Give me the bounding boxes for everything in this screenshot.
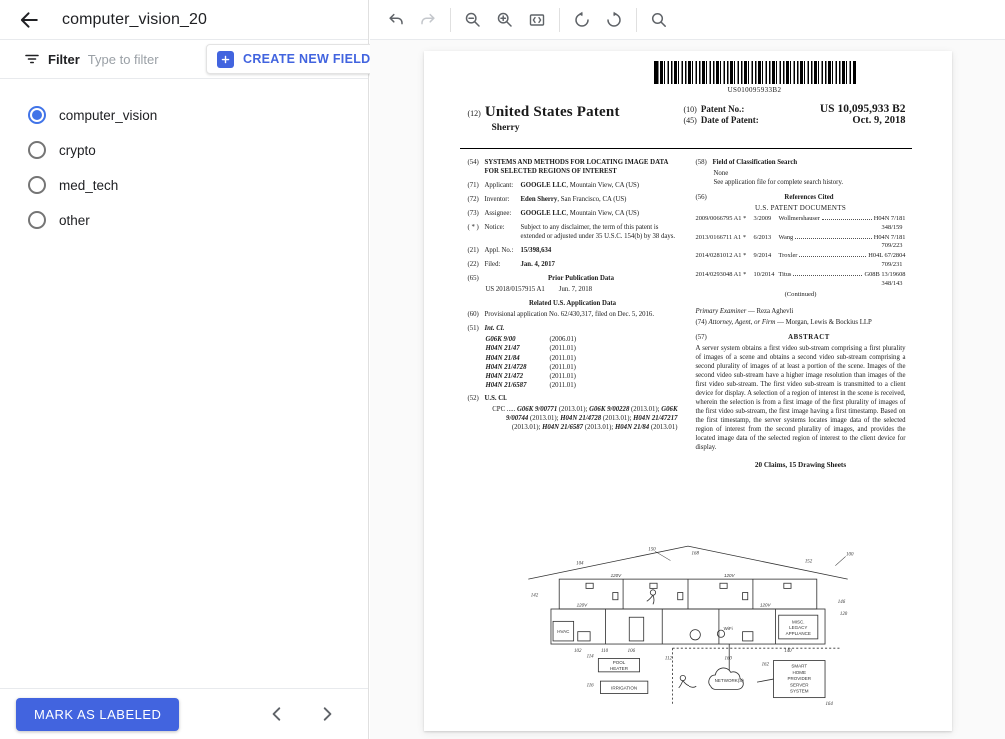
- toolbar-divider: [559, 8, 560, 32]
- chevron-right-icon: [319, 706, 335, 722]
- option-label: med_tech: [59, 177, 119, 193]
- rotate-left-button[interactable]: [568, 6, 596, 34]
- redo-icon: [419, 11, 437, 29]
- us-cl-label: U.S. Cl.: [484, 394, 507, 402]
- label-sidebar: [0, 0, 369, 739]
- previous-item-button[interactable]: [268, 705, 286, 723]
- zoom-in-button[interactable]: [491, 6, 519, 34]
- patent-no-label: Patent No.:: [700, 104, 745, 114]
- option-label: computer_vision: [59, 107, 158, 123]
- us-cl-heading-row: (52) U.S. Cl.: [467, 394, 507, 402]
- zoom-in-icon: [496, 11, 514, 29]
- svg-text:LEGACY: LEGACY: [788, 625, 807, 631]
- prior-pub-value-row: US 2018/0157915 A1 Jun. 7, 2018: [485, 286, 593, 294]
- hvac-label: HVAC: [556, 629, 569, 635]
- int-cl-label: Int. Cl.: [484, 325, 505, 333]
- figure-ref-label: 110: [600, 648, 608, 654]
- svg-text:SERVER: SERVER: [789, 682, 809, 688]
- assignee-row: (73) Assignee: GOOGLE LLC, Mountain View, CA (US): [467, 210, 640, 218]
- filter-bar: [0, 40, 371, 79]
- attorney-line: (74) Attorney, Agent, or Firm — Morgan, Lewis & Bockius LLP: [695, 318, 872, 326]
- radio-option-computer-vision[interactable]: [28, 105, 368, 125]
- back-button[interactable]: [18, 9, 40, 31]
- figure-ref-label: 142: [530, 593, 538, 599]
- patent-figure-block: [424, 541, 952, 711]
- field-search-heading: Field of Classification Search: [712, 159, 798, 166]
- figure-ref-label: 150: [647, 547, 656, 553]
- patent-columns: [468, 158, 906, 471]
- rotate-left-icon: [573, 11, 591, 29]
- voltage-label: 120V: [723, 573, 734, 579]
- search-icon: [650, 11, 668, 29]
- viewer-toolbar: [370, 0, 1005, 40]
- zoom-out-button[interactable]: [459, 6, 487, 34]
- patent-number-block: [684, 103, 906, 133]
- header-rule: [460, 148, 912, 149]
- svg-text:PROVIDER: PROVIDER: [786, 676, 811, 682]
- reference-row: 2014/0293048 A1 * 10/2014 Titus G08B 13/19608: [695, 271, 906, 279]
- rotate-right-icon: [605, 11, 623, 29]
- pager: [268, 705, 352, 723]
- int-cl-heading-row: (51) Int. Cl.: [467, 325, 505, 333]
- references-table: 2009/0066795 A1 * 3/2009 Wollmershauser H04N 7/181 348/159 2013/0166711 A1 * 6/2013 Wang H04N 7/181 709/223 2014/0281012 A1 * 9/2014 Troxler H04L 67/2804 709/231 2014/0293048 A1 * 10/2014 Titus G08B 13/19608 348/143: [695, 215, 906, 287]
- create-new-field-label: CREATE NEW FIELD: [243, 52, 371, 66]
- figure-ref-label: 102: [573, 648, 581, 654]
- irrigation-label: IRRIGATION: [610, 685, 637, 691]
- patent-left-column: [468, 158, 678, 471]
- radio-option-other[interactable]: [28, 210, 368, 230]
- figure-ref-label: 164: [824, 701, 833, 707]
- patent-kind-block: [468, 103, 620, 133]
- redo-button[interactable]: [414, 6, 442, 34]
- patent-date-value: Oct. 9, 2018: [852, 115, 906, 126]
- patent-page: [424, 51, 952, 731]
- figure-ref-label: 100: [845, 552, 853, 558]
- continued-note: (Continued): [784, 291, 817, 299]
- radio-selected-icon[interactable]: [28, 106, 46, 124]
- misc-appliance-label: MISC.: [791, 619, 805, 625]
- option-label: crypto: [59, 142, 96, 158]
- int-cl-table: G06K 9/00 (2006.01) H04N 21/47 (2011.01) H04N 21/84 (2011.01) H04N 21/4728 (2011.01) H04N 21/472 (2011.01) H04N 21/6587 (2011.01): [485, 336, 577, 389]
- inventor-row: (72) Inventor: Eden Sherry, San Francisco, CA (US): [467, 196, 627, 204]
- radio-unselected-icon[interactable]: [28, 141, 46, 159]
- field-search-note: See application file for complete search history.: [713, 179, 844, 187]
- filter-icon: [24, 51, 40, 67]
- figure-ref-label: 120: [839, 612, 847, 618]
- cpc-classification: CPC ..... G06K 9/00771 (2013.01); G06K 9/00228 (2013.01); G06K 9/00744 (2013.01); H04N 21/4728 (2013.01); H04N 21/47217 (2013.01); H04N 21/6587 (2013.01); H04N 21/84 (2013.01): [492, 405, 678, 431]
- voltage-label: 120V: [759, 602, 771, 608]
- filter-label: Filter: [48, 51, 80, 67]
- filter-section: [0, 40, 193, 78]
- svg-text:HOME: HOME: [791, 669, 806, 675]
- patent-date-label: Date of Patent:: [700, 115, 759, 125]
- zoom-out-icon: [464, 11, 482, 29]
- svg-text:HEATER: HEATER: [609, 665, 628, 671]
- patent-no-value: US 10,095,933 B2: [819, 103, 906, 115]
- undo-icon: [387, 11, 405, 29]
- references-heading: References Cited: [784, 194, 834, 202]
- create-new-field-button[interactable]: [206, 44, 381, 74]
- next-item-button[interactable]: [318, 705, 336, 723]
- svg-text:SYSTEM: SYSTEM: [789, 688, 809, 694]
- radio-option-med-tech[interactable]: [28, 175, 368, 195]
- sidebar-header: [0, 0, 368, 40]
- fit-to-width-icon: [528, 11, 546, 29]
- reference-row: 2014/0281012 A1 * 9/2014 Troxler H04L 67/2804: [695, 252, 906, 260]
- patent-header: [468, 103, 906, 133]
- toolbar-divider: [636, 8, 637, 32]
- pool-heater-label: POOL: [612, 660, 625, 666]
- primary-examiner-line: Primary Examiner — Reza Aghevli: [695, 307, 794, 315]
- applicant-row: (71) Applicant: GOOGLE LLC, Mountain View, CA (US): [467, 182, 640, 190]
- related-heading: Related U.S. Application Data: [528, 300, 617, 308]
- abstract-heading-row: (57) ABSTRACT: [696, 333, 906, 342]
- patent-title: SYSTEMS AND METHODS FOR LOCATING IMAGE DATA FOR SELECTED REGIONS OF INTEREST: [484, 159, 669, 176]
- reference-row: 2013/0166711 A1 * 6/2013 Wang H04N 7/181: [695, 233, 906, 241]
- patent-figure-drawing: [518, 541, 858, 711]
- figure-ref-label: 106: [627, 648, 635, 654]
- figure-ref-label: 112: [664, 656, 672, 662]
- inventor-surname: Sherry: [491, 123, 520, 133]
- figure-ref-label: 140: [783, 648, 792, 654]
- abstract-text: A server system obtains a first video sub-stream comprising a first plurality of images of a scene and obtains a second video sub-stream comprising a second plurality of images of at least a portion of the scene. Images of the second video sub-stream have a higher image resolution than images of the first video sub-stream. The first video sub-stream is transmitted to a client device for display. A selection of a region of interest in the scene is received, wherein the selection is from a first image of the first plurality of images of the first video sub-stream, the first image having a first timestamp. Based on the first timestamp, the server systems locates image data of the selected region of interest from the second plurality of images, and provides the located image data of the selected region of interest to the client device for display.: [695, 344, 906, 452]
- document-viewer: [370, 0, 1005, 739]
- figure-ref-label: 146: [837, 599, 845, 605]
- prior-pub-heading: Prior Publication Data: [548, 275, 614, 283]
- kind-code-number: (12): [467, 109, 481, 118]
- us-patent-documents-heading: U.S. PATENT DOCUMENTS: [754, 204, 847, 213]
- appl-no-row: (21) Appl. No.: 15/398,634: [467, 247, 552, 255]
- reference-row: 2009/0066795 A1 * 3/2009 Wollmershauser H04N 7/181: [695, 215, 906, 223]
- figure-ref-label: 116: [586, 683, 594, 689]
- svg-text:APPLIANCE: APPLIANCE: [785, 630, 811, 636]
- toolbar-divider: [450, 8, 451, 32]
- figure-ref-label: 168: [691, 551, 699, 557]
- field-number: (45): [683, 116, 697, 125]
- sidebar-footer: [0, 688, 368, 739]
- server-system-label: SMART: [790, 663, 807, 669]
- figure-ref-label: 162: [761, 662, 769, 668]
- figure-ref-label: 104: [575, 561, 584, 567]
- search-button[interactable]: [645, 6, 673, 34]
- figure-ref-label: 160: [723, 656, 732, 662]
- notice-row: ( * ) Notice: Subject to any disclaimer, the term of this patent is extended or adjusted under 35 U.S.C. 154(b) by 38 days.: [467, 224, 676, 241]
- patent-kind-title: United States Patent: [484, 104, 620, 120]
- barcode-image: [654, 61, 856, 84]
- fit-to-width-button[interactable]: [523, 6, 551, 34]
- mark-as-labeled-button[interactable]: MARK AS LABELED: [16, 698, 179, 731]
- figure-ref-label: 114: [586, 654, 594, 660]
- label-options-list: [0, 79, 368, 230]
- radio-option-crypto[interactable]: [28, 140, 368, 160]
- document-canvas[interactable]: [370, 40, 1005, 739]
- rotate-right-button[interactable]: [600, 6, 628, 34]
- voltage-label: 120V: [576, 602, 587, 608]
- claims-line: 20 Claims, 15 Drawing Sheets: [754, 461, 847, 470]
- barcode-text: US010095933B2: [727, 86, 782, 94]
- undo-button[interactable]: [382, 6, 410, 34]
- figure-ref-label: 152: [804, 559, 812, 565]
- barcode-block: [654, 61, 856, 94]
- related-row: (60) Provisional application No. 62/430,317, filed on Dec. 5, 2016.: [467, 311, 655, 319]
- references-heading-row: (56) References Cited: [696, 193, 906, 202]
- option-label: other: [59, 212, 90, 228]
- radio-unselected-icon[interactable]: [28, 211, 46, 229]
- patent-title-row: (54) SYSTEMS AND METHODS FOR LOCATING IMAGE DATA FOR SELECTED REGIONS OF INTEREST: [468, 158, 678, 176]
- prior-pub-heading-row: (65) Prior Publication Data: [468, 274, 678, 283]
- field-number: (10): [683, 105, 697, 114]
- filed-row: (22) Filed: Jan. 4, 2017: [467, 261, 555, 269]
- field-search-heading-row: (58) Field of Classification Search: [695, 159, 798, 166]
- patent-right-column: [696, 158, 906, 471]
- voltage-label: 120V: [610, 573, 621, 579]
- page-title: computer_vision_20: [62, 10, 207, 28]
- chevron-left-icon: [269, 706, 285, 722]
- wifi-label: WiFi: [723, 626, 733, 632]
- radio-unselected-icon[interactable]: [28, 176, 46, 194]
- back-arrow-icon: [19, 10, 39, 30]
- network-cloud-label: NETWORK(S): [714, 678, 744, 684]
- plus-icon: [217, 51, 234, 68]
- filter-input[interactable]: [88, 52, 179, 67]
- abstract-heading: ABSTRACT: [788, 333, 830, 341]
- field-search-none: None: [713, 170, 729, 178]
